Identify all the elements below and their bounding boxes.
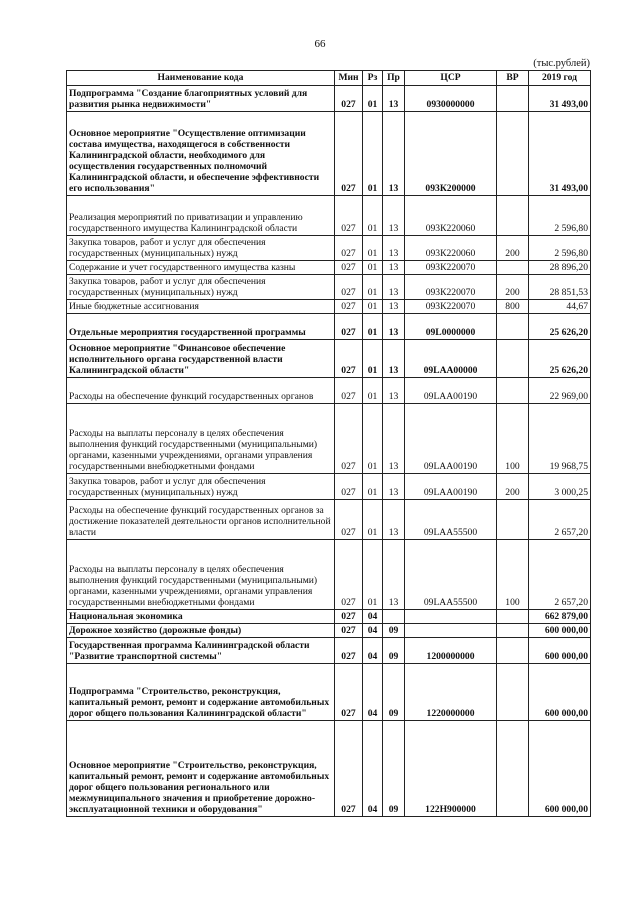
table-body — [67, 86, 591, 817]
cell-pr: 13 — [383, 378, 405, 404]
cell-min: 027 — [335, 404, 363, 474]
cell-amount: 19 968,75 — [529, 404, 591, 474]
cell-name: Дорожное хозяйство (дорожные фонды) — [67, 624, 335, 638]
cell-csr: 09L0000000 — [405, 314, 497, 340]
cell-vr — [497, 196, 529, 236]
cell-min: 027 — [335, 638, 363, 664]
cell-min: 027 — [335, 474, 363, 500]
cell-amount: 44,67 — [529, 300, 591, 314]
cell-min: 027 — [335, 610, 363, 624]
table-row — [67, 500, 591, 540]
cell-pr: 13 — [383, 540, 405, 610]
cell-name: Расходы на обеспечение функций государственных органов — [67, 378, 335, 404]
cell-amount: 2 596,80 — [529, 196, 591, 236]
cell-rz: 01 — [363, 500, 383, 540]
table-row — [67, 721, 591, 817]
table-row — [67, 474, 591, 500]
cell-vr — [497, 624, 529, 638]
cell-rz: 01 — [363, 261, 383, 275]
cell-amount: 2 596,80 — [529, 236, 591, 261]
cell-pr: 09 — [383, 721, 405, 817]
cell-rz: 01 — [363, 112, 383, 196]
cell-csr — [405, 610, 497, 624]
cell-pr — [383, 610, 405, 624]
table-row — [67, 378, 591, 404]
cell-name: Расходы на обеспечение функций государственных органов за достижение показателей деятельности органов исполнительной власти — [67, 500, 335, 540]
cell-rz: 01 — [363, 404, 383, 474]
cell-vr — [497, 610, 529, 624]
cell-rz: 01 — [363, 340, 383, 378]
cell-name: Подпрограмма "Строительство, реконструкция, капитальный ремонт, ремонт и содержание автомобильных дорог общего пользования Калининградской области" — [67, 664, 335, 721]
cell-csr: 093К220060 — [405, 236, 497, 261]
cell-pr: 13 — [383, 340, 405, 378]
cell-rz: 01 — [363, 300, 383, 314]
cell-name: Закупка товаров, работ и услуг для обеспечения государственных (муниципальных) нужд — [67, 474, 335, 500]
cell-rz: 04 — [363, 610, 383, 624]
cell-pr: 13 — [383, 236, 405, 261]
cell-min: 027 — [335, 112, 363, 196]
cell-amount: 28 896,20 — [529, 261, 591, 275]
cell-min: 027 — [335, 500, 363, 540]
cell-rz: 04 — [363, 721, 383, 817]
cell-csr: 093К220070 — [405, 300, 497, 314]
cell-csr: 09LAA00190 — [405, 378, 497, 404]
cell-vr: 200 — [497, 275, 529, 300]
cell-csr: 1220000000 — [405, 664, 497, 721]
cell-vr: 200 — [497, 236, 529, 261]
cell-name: Государственная программа Калининградской области "Развитие транспортной системы" — [67, 638, 335, 664]
header-pr: Пр — [383, 71, 405, 86]
budget-table — [66, 70, 591, 817]
cell-amount: 600 000,00 — [529, 664, 591, 721]
cell-csr: 1200000000 — [405, 638, 497, 664]
header-rz: Рз — [363, 71, 383, 86]
cell-pr: 13 — [383, 112, 405, 196]
cell-vr: 100 — [497, 404, 529, 474]
cell-csr: 093К220060 — [405, 196, 497, 236]
cell-rz: 01 — [363, 196, 383, 236]
cell-min: 027 — [335, 314, 363, 340]
cell-csr: 093К220070 — [405, 261, 497, 275]
cell-csr: 09LAA00000 — [405, 340, 497, 378]
cell-amount: 600 000,00 — [529, 721, 591, 817]
header-year: 2019 год — [529, 71, 591, 86]
cell-vr — [497, 86, 529, 112]
cell-rz: 04 — [363, 624, 383, 638]
cell-name: Отдельные мероприятия государственной программы — [67, 314, 335, 340]
cell-name: Закупка товаров, работ и услуг для обеспечения государственных (муниципальных) нужд — [67, 275, 335, 300]
table-row — [67, 664, 591, 721]
table-row — [67, 638, 591, 664]
cell-pr: 13 — [383, 404, 405, 474]
cell-rz: 01 — [363, 540, 383, 610]
cell-vr — [497, 314, 529, 340]
cell-amount: 31 493,00 — [529, 86, 591, 112]
table-row — [67, 314, 591, 340]
cell-name: Содержание и учет государственного имущества казны — [67, 261, 335, 275]
cell-amount: 25 626,20 — [529, 314, 591, 340]
cell-min: 027 — [335, 378, 363, 404]
cell-min: 027 — [335, 664, 363, 721]
page-number: 66 — [314, 38, 326, 50]
cell-vr — [497, 378, 529, 404]
cell-name: Основное мероприятие "Строительство, реконструкция, капитальный ремонт, ремонт и содержание автомобильных дорог общего пользования регионального или межмуниципального значения и приобретение дорожно-эксплуатационной техники и оборудования" — [67, 721, 335, 817]
cell-pr: 09 — [383, 624, 405, 638]
cell-min: 027 — [335, 721, 363, 817]
cell-csr: 09LAA55500 — [405, 500, 497, 540]
cell-amount: 662 879,00 — [529, 610, 591, 624]
cell-min: 027 — [335, 261, 363, 275]
cell-amount: 3 000,25 — [529, 474, 591, 500]
cell-pr: 13 — [383, 261, 405, 275]
cell-vr — [497, 638, 529, 664]
cell-pr: 09 — [383, 638, 405, 664]
cell-csr: 0930000000 — [405, 86, 497, 112]
cell-name: Подпрограмма "Создание благоприятных условий для развития рынка недвижимости" — [67, 86, 335, 112]
cell-name: Расходы на выплаты персоналу в целях обеспечения выполнения функций государственными (муниципальными) органами, казенными учреждениями, органами управления государственными внебюджетными фондами — [67, 540, 335, 610]
cell-vr: 800 — [497, 300, 529, 314]
cell-vr — [497, 261, 529, 275]
table-header-row — [67, 71, 591, 86]
table-row — [67, 340, 591, 378]
cell-csr: 093К200000 — [405, 112, 497, 196]
cell-rz: 01 — [363, 275, 383, 300]
cell-pr: 13 — [383, 500, 405, 540]
table-row — [67, 261, 591, 275]
cell-min: 027 — [335, 624, 363, 638]
table-row — [67, 86, 591, 112]
header-min: Мин — [335, 71, 363, 86]
cell-pr: 13 — [383, 86, 405, 112]
cell-csr: 093К220070 — [405, 275, 497, 300]
cell-pr: 09 — [383, 664, 405, 721]
table-row — [67, 196, 591, 236]
table-row — [67, 300, 591, 314]
cell-min: 027 — [335, 540, 363, 610]
cell-vr: 200 — [497, 474, 529, 500]
table-row — [67, 610, 591, 624]
cell-csr: 09LAA55500 — [405, 540, 497, 610]
cell-csr: 09LAA00190 — [405, 404, 497, 474]
cell-min: 027 — [335, 86, 363, 112]
cell-amount: 22 969,00 — [529, 378, 591, 404]
cell-amount: 28 851,53 — [529, 275, 591, 300]
cell-min: 027 — [335, 196, 363, 236]
cell-min: 027 — [335, 275, 363, 300]
cell-pr: 13 — [383, 196, 405, 236]
cell-amount: 600 000,00 — [529, 624, 591, 638]
cell-name: Основное мероприятие "Осуществление оптимизации состава имущества, находящегося в собственности Калининградской области, необходимого для осуществления государственных полномочий Калининградской области, и обеспечение эффективности его использования" — [67, 112, 335, 196]
table-row — [67, 404, 591, 474]
cell-name: Закупка товаров, работ и услуг для обеспечения государственных (муниципальных) нужд — [67, 236, 335, 261]
cell-amount: 2 657,20 — [529, 500, 591, 540]
cell-min: 027 — [335, 340, 363, 378]
cell-name: Национальная экономика — [67, 610, 335, 624]
cell-rz: 01 — [363, 378, 383, 404]
table-row — [67, 624, 591, 638]
cell-vr — [497, 340, 529, 378]
cell-vr — [497, 500, 529, 540]
cell-pr: 13 — [383, 314, 405, 340]
cell-vr — [497, 721, 529, 817]
cell-pr: 13 — [383, 275, 405, 300]
cell-amount: 600 000,00 — [529, 638, 591, 664]
table-row — [67, 275, 591, 300]
header-name: Наименование кода — [67, 71, 335, 86]
cell-rz: 01 — [363, 86, 383, 112]
cell-name: Иные бюджетные ассигнования — [67, 300, 335, 314]
cell-name: Основное мероприятие "Финансовое обеспечение исполнительного органа государственной власти Калининградской области" — [67, 340, 335, 378]
cell-name: Реализация мероприятий по приватизации и управлению государственного имущества Калининградской области — [67, 196, 335, 236]
cell-csr: 09LAA00190 — [405, 474, 497, 500]
cell-pr: 13 — [383, 474, 405, 500]
cell-min: 027 — [335, 236, 363, 261]
cell-amount: 2 657,20 — [529, 540, 591, 610]
cell-rz: 04 — [363, 664, 383, 721]
cell-rz: 01 — [363, 474, 383, 500]
cell-rz: 04 — [363, 638, 383, 664]
cell-vr: 100 — [497, 540, 529, 610]
header-vr: ВР — [497, 71, 529, 86]
cell-amount: 31 493,00 — [529, 112, 591, 196]
cell-pr: 13 — [383, 300, 405, 314]
cell-min: 027 — [335, 300, 363, 314]
cell-rz: 01 — [363, 314, 383, 340]
cell-csr — [405, 624, 497, 638]
cell-csr: 122Н900000 — [405, 721, 497, 817]
table-row — [67, 112, 591, 196]
cell-vr — [497, 112, 529, 196]
cell-rz: 01 — [363, 236, 383, 261]
table-row — [67, 236, 591, 261]
cell-vr — [497, 664, 529, 721]
cell-name: Расходы на выплаты персоналу в целях обеспечения выполнения функций государственными (муниципальными) органами, казенными учреждениями, органами управления государственными внебюджетными фондами — [67, 404, 335, 474]
header-csr: ЦСР — [405, 71, 497, 86]
table-row — [67, 540, 591, 610]
cell-amount: 25 626,20 — [529, 340, 591, 378]
units-label: (тыс.рублей) — [533, 58, 590, 69]
